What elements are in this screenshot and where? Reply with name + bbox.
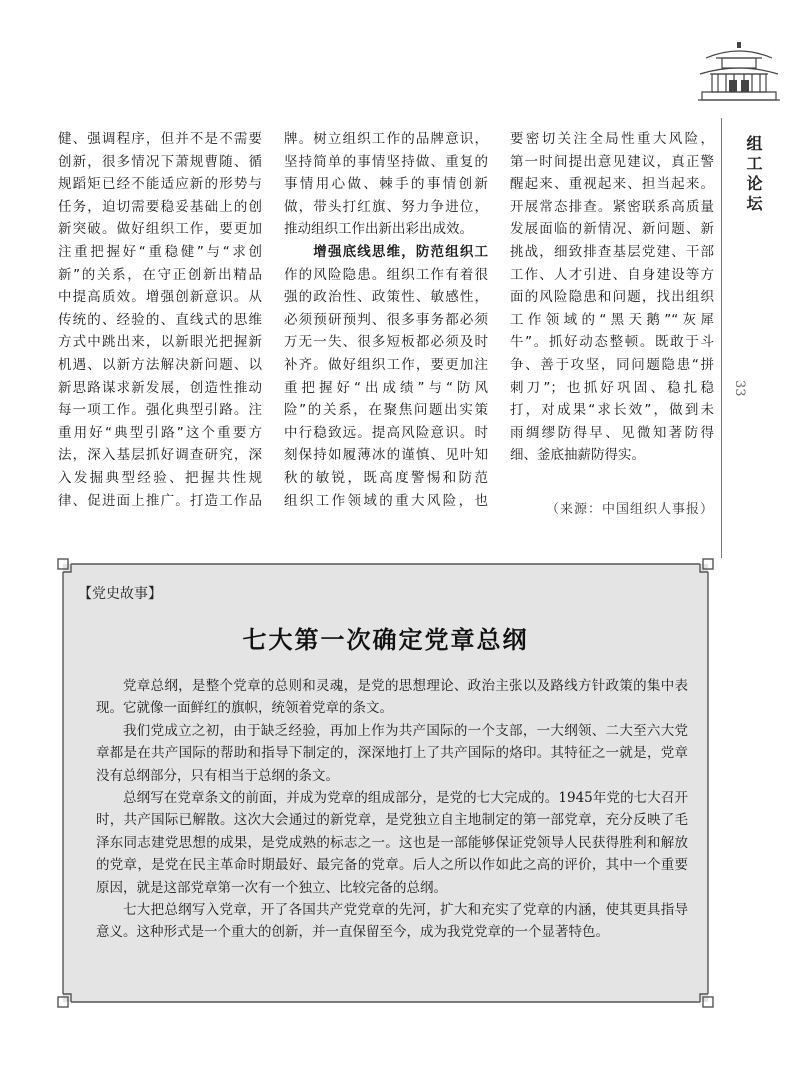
text-line: 重用好“典型引路”这个重要方 [58,424,262,441]
text-line: 牌。树立组织工作的品牌意识， [284,131,488,147]
text-line: 规蹈矩已经不能适应新的形势与 [58,176,262,193]
text-line: 开展常态排查。紧密联系高质量 [510,198,714,215]
text-line: 入发掘典型经验、把握共性规 [58,469,262,486]
text-line: 新思路谋求新发展，创造性推动 [58,379,262,396]
text-line: 牛”。抓好动态整顿。既敢于斗 [510,334,714,351]
text-line: 强的政治性、政策性、敏感性， [284,289,488,306]
text-line: 新突破。做好组织工作，要更加 [58,221,262,238]
story-paragraph: 我们党成立之初，由于缺乏经验，再加上作为共产国际的一个支部，一大纲领、二大至六大党章都是在共产国际的帮助和指导下制定的，深深地打上了共产国际的烙印。其特征之一就是，党章没有总纲部分，只有相当于总纲的条文。 [96,722,688,784]
text-line: 组织工作领域的重大风险，也 [284,492,488,509]
text-line: 刺刀”；也抓好巩固、稳扎稳 [510,379,714,396]
text-line: 工作领域的“黑天鹅”“灰犀 [510,311,714,328]
text-line: 推动组织工作出新出彩出成效。 [284,221,473,238]
text-line: 秋的敏锐，既高度警惕和防范 [284,469,488,486]
section-label: 组工论坛 [746,134,764,213]
text-line: 任务，迫切需要稳妥基础上的创 [58,198,262,215]
text-line: 传统的、经验的、直线式的思维 [58,311,262,328]
text-line: 创新，很多情况下萧规曹随、循 [58,153,262,170]
text-line: 法，深入基层抓好调查研究，深 [58,447,262,464]
text-line: 工作、人才引进、自身建设等方 [510,266,714,283]
text-line: 发展面临的新情况、新问题、新 [510,221,714,238]
text-line: 醒起来、重视起来、担当起来。 [510,176,714,193]
text-line: 刻保持如履薄冰的谨慎、见叶知 [284,447,488,464]
text-line: 机遇、以新方法解决新问题、以 [58,356,262,373]
story-body [96,675,688,944]
text-line: 险”的关系，在聚焦问题出实策 [284,402,488,419]
source-credit: （来源：中国组织人事报） [545,502,714,517]
text-line: 雨绸缪防得早、见微知著防得 [510,424,714,441]
text-line: 打，对成果“求长效”，做到未 [510,402,714,419]
page-number: 33 [732,380,747,397]
story-title: 七大第一次确定党章总纲 [242,625,529,654]
text-line: 中行稳致远。提高风险意识。时 [284,424,488,441]
side-rule [721,118,722,558]
text-line: 中提高质效。增强创新意识。从 [58,289,262,306]
story-paragraph: 总纲写在党章条文的前面，并成为党章的组成部分，是党的七大完成的。1945年党的七大召开时，共产国际已解散。这次大会通过的新党章，是党独立自主地制定的第一部党章，充分反映了毛泽东同志建党思想的成果，是党成熟的标志之一。这也是一部能够保证党领导人民获得胜利和解放的党章，是党在民主革命时期最好、最完备的党章。后人之所以作如此之高的评价，其中一个重要原因，就是这部党章第一次有一个独立、比较完备的总纲。 [96,790,688,896]
text-line: 律、促进面上推广。打造工作品 [58,492,262,509]
story-paragraph: 七大把总纲写入党章，开了各国共产党党章的先河，扩大和充实了党章的内涵，使其更具指导意义。这种形式是一个重大的创新，并一直保留至今，成为我党党章的一个显著特色。 [96,902,688,941]
text-line: 增强底线思维，防范组织工 [284,243,488,260]
text-column-3 [510,128,714,467]
text-line: 每一项工作。强化典型引路。注 [58,402,262,419]
text-line: 挑战，细致排查基层党建、干部 [510,243,714,260]
text-column-1 [58,128,262,512]
pagoda-icon [696,40,782,110]
story-tag: 【党史故事】 [78,586,162,602]
text-line: 做，带头打红旗、努力争进位， [284,198,488,215]
text-line: 方式中跳出来，以新眼光把握新 [58,334,262,351]
text-line: 要密切关注全局性重大风险， [510,131,714,147]
text-line: 新”的关系，在守正创新出精品 [58,266,262,283]
text-line: 面的风险隐患和问题，找出组织 [510,289,714,306]
text-line: 争、善于攻坚，同问题隐患“拼 [510,356,714,373]
text-line: 必须预研预判、很多事务都必须 [284,311,488,328]
text-line: 坚持简单的事情坚持做、重复的 [284,153,488,170]
text-column-2 [284,128,488,512]
text-line: 细、釜底抽薪防得实。 [510,447,645,464]
text-line: 补齐。做好组织工作，要更加注 [284,356,488,373]
text-line: 万无一失、很多短板都必须及时 [284,334,488,351]
text-line: 注重把握好“重稳健”与“求创 [58,243,262,260]
text-line: 健、强调程序，但并不是不需要 [58,131,262,147]
text-line: 作的风险隐患。组织工作有着很 [284,266,488,283]
story-paragraph: 党章总纲，是整个党章的总则和灵魂，是党的思想理论、政治主张以及路线方针政策的集中表现。它就像一面鲜红的旗帜，统领着党章的条文。 [96,678,688,717]
text-line: 事情用心做、棘手的事情创新 [284,176,488,193]
text-line: 重把握好“出成绩”与“防风 [284,379,488,396]
text-line: 第一时间提出意见建议，真正警 [510,153,714,170]
